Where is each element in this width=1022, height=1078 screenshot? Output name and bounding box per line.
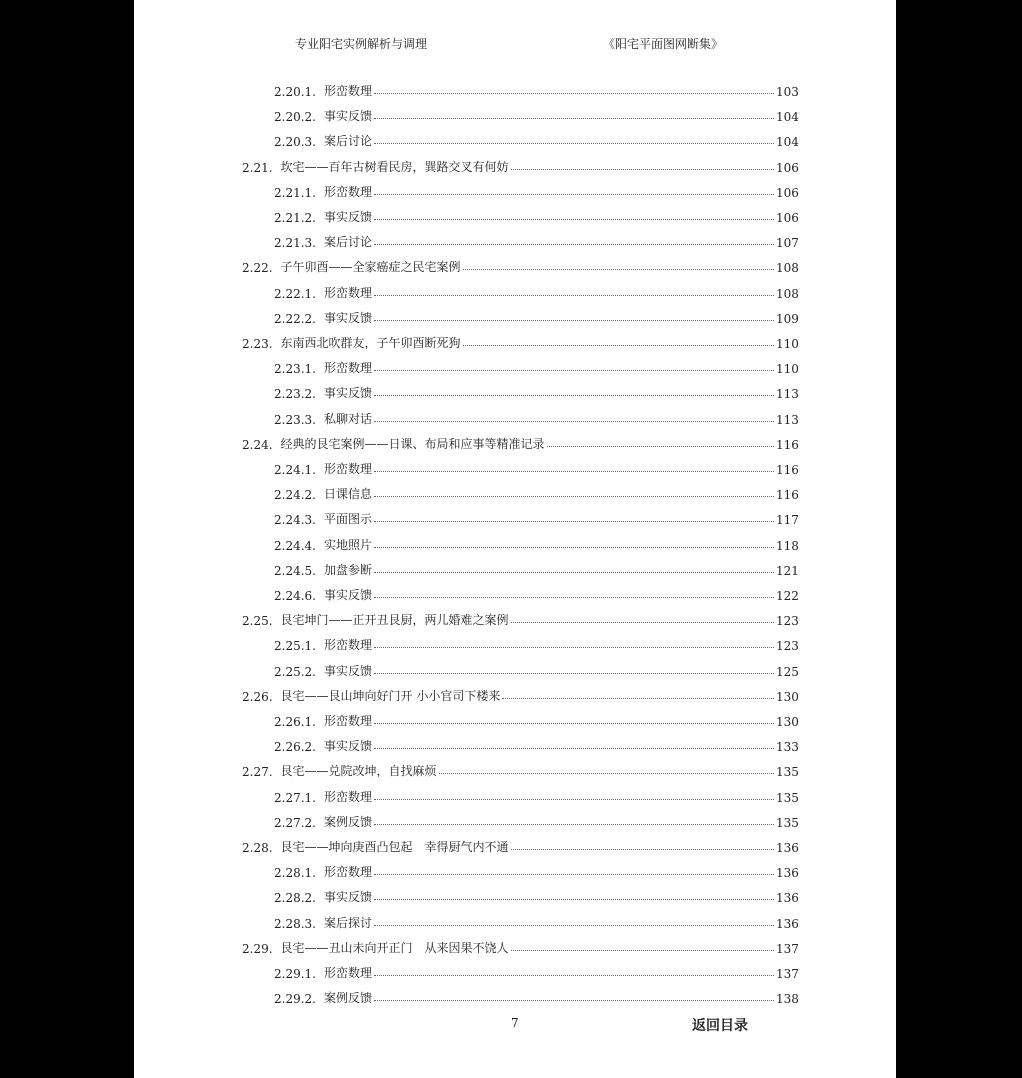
toc-entry-title: 实地照片	[323, 537, 372, 552]
dot-leader	[511, 950, 774, 951]
toc-entry-title: 事实反馈	[323, 310, 372, 325]
toc-entry[interactable]	[242, 684, 798, 704]
toc-entry-title: 日课信息	[323, 487, 372, 502]
toc-entry-number: 2.29.	[242, 941, 273, 956]
toc-entry-title: 形峦数理	[323, 361, 372, 376]
dot-leader	[374, 975, 774, 976]
dot-leader	[374, 244, 774, 245]
toc-entry[interactable]	[274, 507, 798, 527]
toc-entry[interactable]	[274, 709, 798, 729]
toc-entry-title: 平面图示	[323, 512, 372, 527]
toc-entry-number: 2.24.3.	[274, 513, 316, 528]
toc-entry-title: 形峦数理	[323, 638, 372, 653]
dot-leader	[463, 345, 774, 346]
toc-entry-page: 117	[776, 513, 799, 528]
toc-entry-number: 2.28.	[242, 841, 273, 855]
toc-entry-title: 艮宅——艮山坤向好门开 小小官司下楼来	[280, 688, 501, 703]
toc-entry-number: 2.22.1.	[274, 286, 316, 301]
toc-entry[interactable]	[274, 104, 798, 124]
toc-entry-page: 137	[776, 967, 799, 981]
dot-leader	[374, 673, 774, 674]
toc-entry[interactable]	[242, 759, 798, 779]
toc-entry-number: 2.22.	[242, 261, 273, 276]
toc-entry-number: 2.28.3.	[274, 916, 316, 931]
toc-entry-page: 107	[776, 236, 799, 251]
dot-leader	[374, 547, 774, 548]
header-right-title: 《阳宅平面图网断集》	[603, 37, 724, 51]
page-number: 7	[511, 1016, 519, 1030]
toc-entry-title: 事实反馈	[323, 890, 372, 905]
toc-entry-number: 2.24.2.	[274, 488, 316, 503]
toc-entry-page: 137	[776, 941, 799, 956]
toc-entry-title: 东南西北吹群友，子午卯酉断死狗	[280, 336, 461, 350]
dot-leader	[374, 194, 774, 195]
toc-entry[interactable]	[274, 281, 798, 301]
dot-leader	[374, 572, 774, 573]
toc-entry[interactable]	[242, 255, 798, 275]
toc-entry-page: 108	[776, 286, 799, 301]
toc-entry-title: 坎宅——百年古树看民房，巽路交叉有何妨	[280, 159, 509, 174]
toc-entry-title: 艮宅——兑院改坤，自找麻烦	[280, 764, 437, 779]
toc-entry[interactable]	[274, 381, 798, 401]
header-left-title: 专业阳宅实例解析与调理	[295, 37, 428, 51]
toc-entry-title: 案例反馈	[323, 991, 372, 1006]
toc-entry[interactable]	[274, 911, 798, 931]
dot-leader	[374, 295, 774, 296]
toc-entry-number: 2.21.	[242, 160, 273, 175]
dot-leader	[439, 773, 774, 774]
dot-leader	[547, 446, 774, 447]
dot-leader	[374, 118, 774, 119]
toc-entry[interactable]	[242, 936, 798, 956]
dot-leader	[374, 647, 774, 648]
dot-leader	[374, 723, 774, 724]
dot-leader	[463, 269, 774, 270]
toc-entry-number: 2.24.6.	[274, 589, 316, 603]
dot-leader	[502, 698, 774, 699]
toc-entry-page: 136	[776, 841, 799, 855]
dot-leader	[374, 421, 774, 422]
toc-entry-number: 2.27.1.	[274, 790, 316, 805]
toc-entry-page: 106	[776, 211, 799, 225]
toc-entry[interactable]	[242, 835, 798, 855]
toc-entry-title: 艮宅——丑山未向开正门 从来因果不饶人	[280, 940, 509, 955]
toc-entry-page: 104	[776, 135, 799, 150]
toc-entry-number: 2.23.	[242, 337, 273, 351]
toc-entry-number: 2.23.3.	[274, 412, 316, 427]
toc-entry-number: 2.28.1.	[274, 866, 316, 881]
toc-entry-number: 2.28.2.	[274, 891, 316, 906]
dot-leader	[374, 370, 774, 371]
toc-entry-number: 2.26.	[242, 689, 273, 704]
toc-entry[interactable]	[274, 961, 798, 981]
toc-entry-title: 形峦数理	[323, 966, 372, 980]
toc-entry-title: 案后讨论	[323, 235, 372, 250]
toc-entry-title: 形峦数理	[323, 184, 372, 199]
toc-entry[interactable]	[274, 306, 798, 326]
toc-entry[interactable]	[274, 633, 798, 653]
toc-entry-title: 形峦数理	[323, 285, 372, 300]
dot-leader	[374, 824, 774, 825]
toc-entry-page: 135	[776, 765, 799, 780]
toc-entry-page: 104	[776, 110, 799, 125]
toc-entry-title: 形峦数理	[323, 714, 372, 728]
toc-entry-number: 2.21.3.	[274, 236, 316, 251]
toc-entry[interactable]	[274, 180, 798, 200]
toc-entry[interactable]	[274, 230, 798, 250]
toc-entry-number: 2.26.2.	[274, 740, 316, 755]
toc-entry-page: 123	[776, 639, 799, 654]
toc-entry-title: 事实反馈	[323, 739, 372, 754]
toc-entry-page: 110	[776, 362, 799, 377]
toc-entry-title: 案后讨论	[323, 134, 372, 149]
toc-entry[interactable]	[274, 885, 798, 905]
toc-entry[interactable]	[242, 331, 798, 351]
toc-entry-page: 136	[776, 891, 799, 906]
toc-entry[interactable]	[274, 734, 798, 754]
toc-entry-number: 2.21.1.	[274, 185, 316, 200]
toc-entry-page: 116	[776, 463, 799, 477]
toc-entry-page: 135	[776, 790, 799, 805]
toc-entry[interactable]	[242, 432, 798, 452]
toc-entry[interactable]	[274, 810, 798, 830]
toc-entry-title: 经典的艮宅案例——日课、布局和应事等精准记录	[280, 436, 545, 451]
toc-entry-page: 110	[776, 337, 799, 351]
toc-entry-page: 135	[776, 815, 799, 830]
toc-entry-number: 2.22.2.	[274, 311, 316, 326]
toc-entry[interactable]	[274, 457, 798, 477]
toc-entry-page: 109	[776, 311, 799, 326]
toc-entry-number: 2.25.2.	[274, 664, 316, 679]
toc-entry[interactable]	[242, 155, 798, 175]
toc-entry-page: 130	[776, 689, 799, 704]
dot-leader	[374, 521, 774, 522]
toc-entry-page: 122	[776, 589, 799, 603]
dot-leader	[374, 395, 774, 396]
toc-entry-number: 2.24.4.	[274, 538, 316, 553]
toc-entry-page: 118	[776, 538, 799, 553]
toc-entry-number: 2.23.2.	[274, 387, 316, 402]
toc-entry-page: 123	[776, 614, 799, 629]
dot-leader	[511, 849, 774, 850]
toc-entry-number: 2.23.1.	[274, 362, 316, 377]
toc-entry-title: 艮宅坤门——正开丑艮厨，两儿婚难之案例	[280, 613, 509, 628]
dot-leader	[374, 496, 774, 497]
toc-entry[interactable]	[274, 659, 798, 679]
toc-entry-title: 形峦数理	[323, 462, 372, 476]
toc-entry-title: 案例反馈	[323, 814, 372, 829]
toc-entry-number: 2.20.2.	[274, 110, 316, 125]
toc-entry-page: 103	[776, 85, 799, 99]
toc-entry-page: 133	[776, 740, 799, 755]
dot-leader	[374, 93, 774, 94]
toc-entry[interactable]	[242, 608, 798, 628]
toc-entry-number: 2.27.	[242, 765, 273, 780]
toc-entry-title: 形峦数理	[323, 789, 372, 804]
dot-leader	[374, 143, 774, 144]
toc-entry-page: 108	[776, 261, 799, 276]
toc-entry-page: 130	[776, 715, 799, 729]
dot-leader	[374, 219, 774, 220]
toc-entry-page: 138	[776, 992, 799, 1007]
toc-entry[interactable]	[274, 356, 798, 376]
toc-entry-number: 2.20.3.	[274, 135, 316, 150]
toc-entry-page: 113	[776, 387, 799, 402]
toc-entry-title: 事实反馈	[323, 588, 372, 602]
dot-leader	[374, 597, 774, 598]
toc-entry-number: 2.24.5.	[274, 563, 316, 578]
dot-leader	[374, 320, 774, 321]
toc-entry-title: 事实反馈	[323, 386, 372, 401]
toc-entry-number: 2.24.	[242, 437, 273, 452]
toc-entry-number: 2.29.1.	[274, 967, 316, 981]
toc-entry-page: 125	[776, 664, 799, 679]
toc-entry-number: 2.27.2.	[274, 815, 316, 830]
toc-entry-number: 2.26.1.	[274, 715, 316, 729]
toc-entry-number: 2.25.	[242, 614, 273, 629]
dot-leader	[374, 899, 774, 900]
dot-leader	[511, 169, 774, 170]
dot-leader	[374, 799, 774, 800]
toc-entry[interactable]	[274, 785, 798, 805]
toc-entry-page: 136	[776, 916, 799, 931]
dot-leader	[374, 925, 774, 926]
document-page	[134, 0, 896, 1078]
toc-entry-title: 子午卯酉——全家癌症之民宅案例	[280, 260, 461, 275]
toc-entry-page: 113	[776, 412, 799, 427]
toc-entry-title: 艮宅——坤向庚酉凸包起 幸得厨气内不通	[280, 840, 509, 854]
toc-entry[interactable]	[274, 407, 798, 427]
toc-entry[interactable]	[274, 79, 798, 99]
dot-leader	[374, 874, 774, 875]
dot-leader	[374, 748, 774, 749]
dot-leader	[374, 471, 774, 472]
toc-entry-page: 106	[776, 185, 799, 200]
toc-entry[interactable]	[274, 129, 798, 149]
toc-entry[interactable]	[274, 986, 798, 1006]
toc-entry[interactable]	[274, 205, 798, 225]
toc-entry-number: 2.24.1.	[274, 463, 316, 477]
toc-entry-title: 事实反馈	[323, 109, 372, 124]
toc-entry-title: 私聊对话	[323, 411, 372, 426]
toc-entry-title: 加盘参断	[323, 562, 372, 577]
toc-entry-page: 116	[776, 488, 799, 503]
back-to-contents-link[interactable]: 返回目录	[692, 1018, 748, 1034]
toc-entry[interactable]	[274, 583, 798, 603]
toc-entry-page: 136	[776, 866, 799, 881]
toc-entry-number: 2.20.1.	[274, 85, 316, 99]
toc-entry-title: 事实反馈	[323, 663, 372, 678]
toc-entry-page: 121	[776, 563, 799, 578]
dot-leader	[511, 622, 774, 623]
toc-entry-number: 2.25.1.	[274, 639, 316, 654]
toc-entry-number: 2.29.2.	[274, 992, 316, 1007]
toc-entry-title: 形峦数理	[323, 84, 372, 98]
toc-entry-title: 案后探讨	[323, 915, 372, 930]
toc-entry[interactable]	[274, 860, 798, 880]
toc-entry-page: 116	[776, 437, 799, 452]
toc-entry[interactable]	[274, 533, 798, 553]
toc-entry-page: 106	[776, 160, 799, 175]
dot-leader	[374, 1000, 774, 1001]
toc-entry[interactable]	[274, 558, 798, 578]
toc-entry-number: 2.21.2.	[274, 211, 316, 225]
toc-entry[interactable]	[274, 482, 798, 502]
toc-entry-title: 事实反馈	[323, 210, 372, 224]
toc-entry-title: 形峦数理	[323, 865, 372, 880]
